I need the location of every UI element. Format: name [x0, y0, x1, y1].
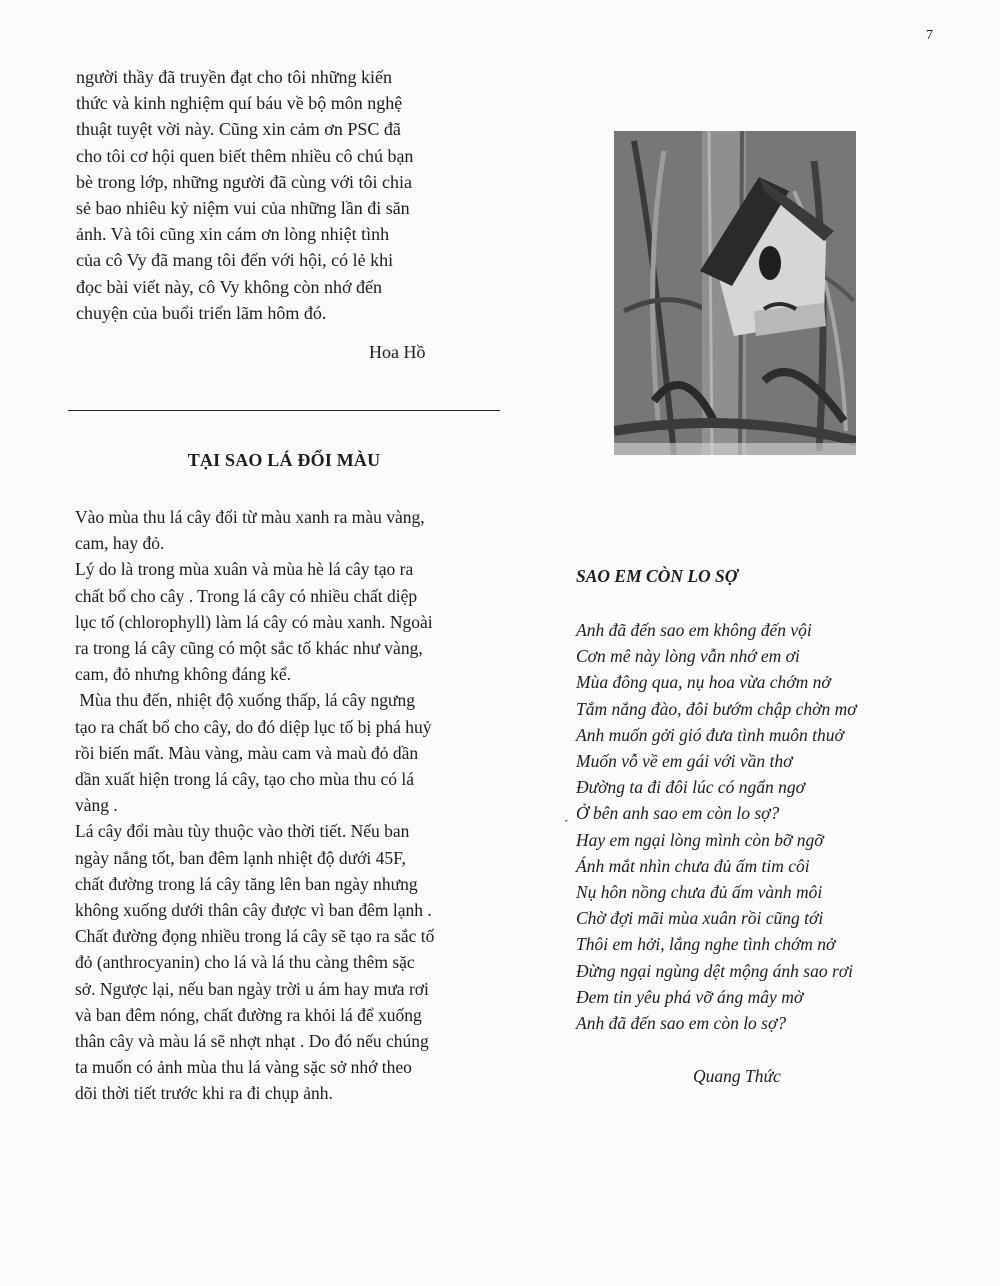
poem-line: Anh muốn gởi gió đưa tình muôn thuở	[576, 724, 844, 745]
article-line: dõi thời tiết trước khi ra đi chụp ảnh.	[75, 1083, 333, 1104]
birdhouse-painting	[614, 131, 856, 455]
intro-line: cho tôi cơ hội quen biết thêm nhiều cô chú bạn	[76, 145, 414, 166]
article-line: tạo ra chất bổ cho cây, do đó diệp lục tố bị phá huỷ	[75, 716, 432, 737]
article-line: đỏ (anthrocyanin) cho lá và lá thu càng thêm sặc	[75, 952, 415, 973]
article-line: cam, đỏ nhưng không đáng kể.	[75, 664, 292, 685]
poem-line: Nụ hôn nồng chưa đủ ấm vành môi	[576, 882, 823, 903]
intro-paragraph	[76, 64, 506, 326]
article-line: Lá cây đổi màu tùy thuộc vào thời tiết. Nếu ban	[75, 821, 410, 842]
article-line: thân cây và màu lá sẽ nhợt nhạt . Do đó nếu chúng	[75, 1031, 429, 1052]
poem-line: Anh đã đến sao em không đến vội	[576, 620, 812, 640]
article-line: cam, hay đỏ.	[75, 533, 165, 554]
article-line: vàng .	[75, 795, 118, 816]
article-title: TẠI SAO LÁ ĐỔI MÀU	[187, 450, 381, 470]
article-line: ngày nắng tốt, ban đêm lạnh nhiệt độ dưới 45F,	[75, 847, 406, 868]
poem-line: Đường ta đi đôi lúc có ngẩn ngơ	[576, 777, 805, 798]
intro-line: của cô Vy đã mang tôi đến với hội, có lẻ khi	[76, 250, 394, 271]
article-line: sở. Ngược lại, nếu ban ngày trời u ám hay mưa rơi	[75, 978, 429, 999]
poem-line: Hay em ngại lòng mình còn bỡ ngỡ	[576, 829, 824, 850]
article-line: và ban đêm nóng, chất đường ra khỏi lá để xuống	[75, 1004, 422, 1025]
intro-line: người thầy đã truyền đạt cho tôi những kiến	[76, 67, 392, 87]
article-line: lục tố (chlorophyll) làm lá cây có màu xanh. Ngoài	[75, 611, 433, 632]
article-line: Vào mùa thu lá cây đổi từ màu xanh ra màu vàng,	[75, 507, 425, 527]
intro-line: chuyện của buổi triển lãm hôm đó.	[76, 302, 327, 323]
intro-line: ảnh. Và tôi cũng xin cám ơn lòng nhiệt tình	[76, 224, 390, 245]
article-body	[75, 504, 510, 1107]
article-line: Chất đường đọng nhiều trong lá cây sẽ tạo ra sắc tố	[75, 926, 435, 947]
article-line: dần xuất hiện trong lá cây, tạo cho mùa thu có lá	[75, 769, 415, 790]
poem-line: Anh đã đến sao em còn lo sợ?	[576, 1013, 787, 1034]
poem-line: Đừng ngại ngùng dệt mộng ánh sao rơi	[576, 960, 854, 981]
article-line: rồi biến mất. Màu vàng, màu cam và maù đỏ dần	[75, 742, 419, 763]
article-line: ta muốn có ảnh mùa thu lá vàng sặc sở nhớ theo	[75, 1057, 412, 1078]
section-divider	[68, 410, 500, 411]
article-line: ra trong lá cây cũng có một sắc tố khác như vàng,	[75, 638, 423, 659]
intro-line: thức và kinh nghiệm quí báu về bộ môn nghệ	[76, 93, 403, 114]
poem-title: SAO EM CÒN LO SỢ	[576, 566, 738, 586]
intro-line: bè trong lớp, những người đã cùng với tôi chia	[76, 171, 413, 192]
article-line: chất bổ cho cây . Trong lá cây có nhiều chất diệp	[75, 585, 418, 606]
page-number: 7	[926, 28, 933, 43]
poem-author: Quang Thức	[693, 1066, 781, 1086]
poem-line: Ánh mắt nhìn chưa đủ ấm tim côi	[576, 855, 810, 876]
article-line: Mùa thu đến, nhiệt độ xuống thấp, lá cây ngưng	[75, 690, 415, 711]
intro-author: Hoa Hồ	[369, 342, 426, 362]
poem-line: Chờ đợi mãi mùa xuân rồi cũng tới	[576, 908, 824, 929]
poem-line: Ở bên anh sao em còn lo sợ?	[576, 803, 780, 824]
poem-body	[576, 617, 857, 1036]
poem-line: Tắm nắng đào, đôi bướm chập chờn mơ	[576, 698, 857, 719]
poem-line: Thôi em hởi, lắng nghe tình chớm nở	[576, 934, 836, 955]
article-line: chất đường trong lá cây tăng lên ban ngày nhưng	[75, 873, 418, 894]
intro-line: thuật tuyệt vời này. Cũng xin cảm ơn PSC đã	[76, 119, 401, 140]
poem-line: Muốn vỗ về em gái với vần thơ	[576, 751, 793, 772]
intro-line: đọc bài viết này, cô Vy không còn nhớ đến	[76, 276, 382, 297]
margin-mark: ˯	[564, 808, 569, 823]
article-line: không xuống dưới thân cây được vì ban đêm lạnh .	[75, 900, 432, 921]
poem-line: Mùa đông qua, nụ hoa vừa chớm nở	[576, 672, 831, 693]
poem-line: Cơn mê này lòng vẫn nhớ em ơi	[576, 646, 800, 667]
article-line: Lý do là trong mùa xuân và mùa hè lá cây tạo ra	[75, 559, 414, 580]
intro-line: sẻ bao nhiêu kỷ niệm vui của những lần đi săn	[76, 198, 410, 219]
poem-line: Đem tin yêu phá vỡ áng mây mờ	[576, 986, 804, 1007]
